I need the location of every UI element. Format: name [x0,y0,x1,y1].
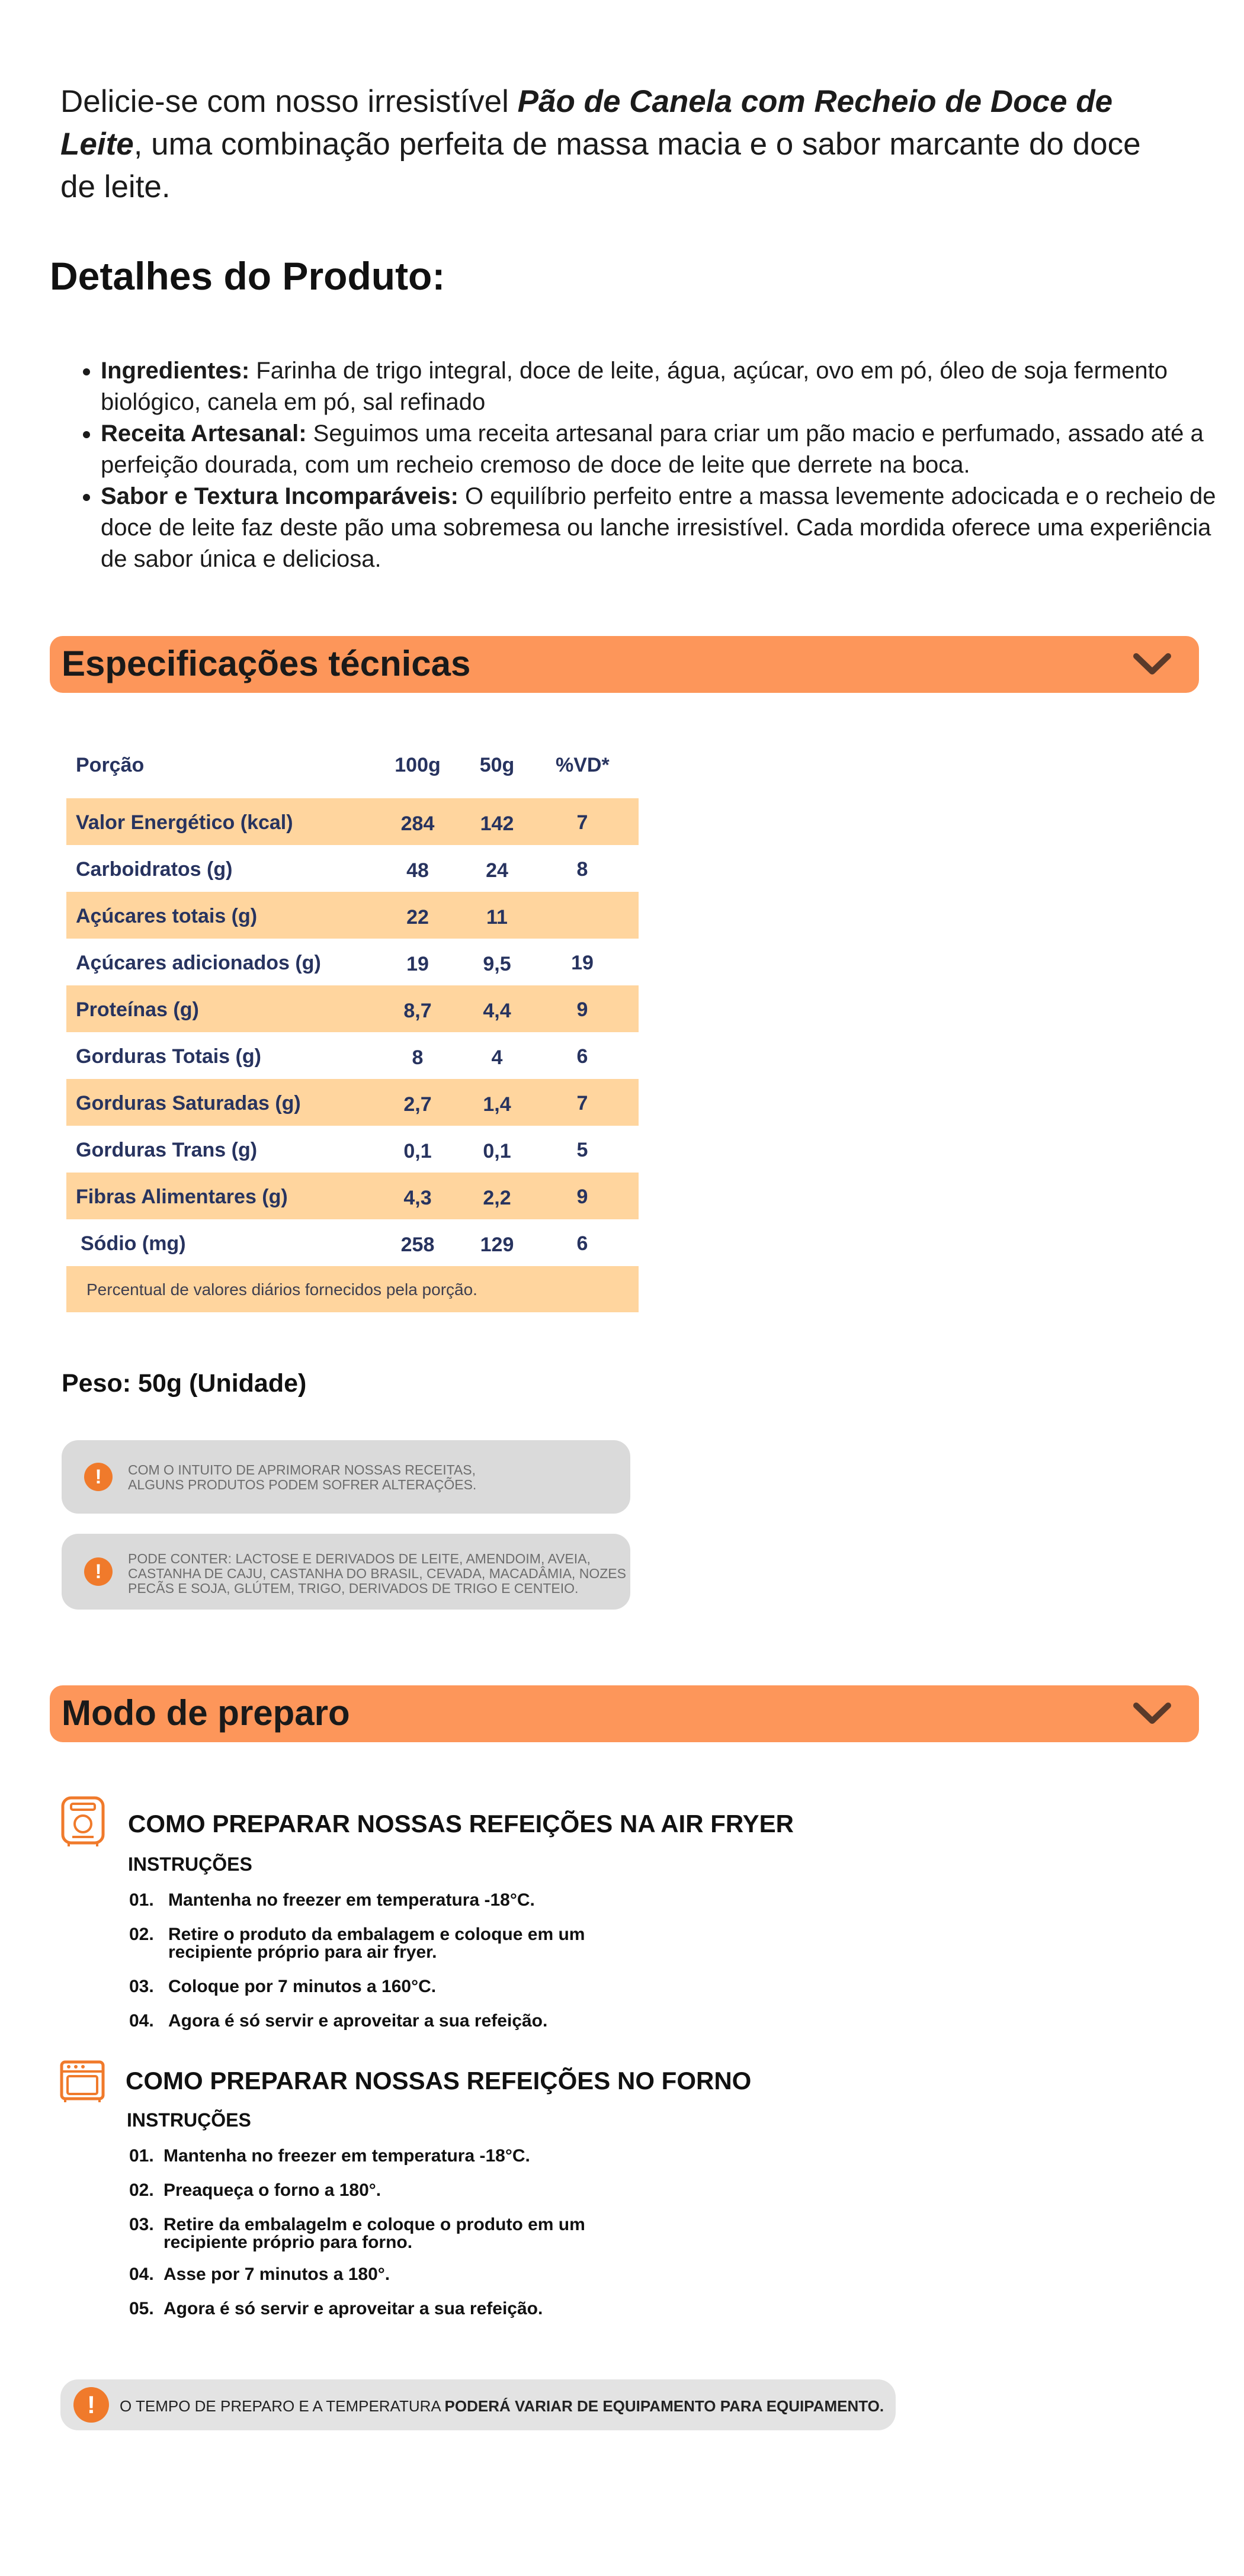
step-text: Coloque por 7 minutos a 160°C. [168,1977,437,1996]
table-header-cell: 100g [395,754,441,776]
step-number: 04. [129,2011,154,2031]
step-text: Retire da embalagelm e coloque o produto em um recipiente próprio para forno. [163,2215,585,2252]
note-emphasis: PODERÁ VARIAR DE EQUIPAMENTO PARA EQUIPAMENTO. [444,2397,884,2415]
table-cell: Gorduras Saturadas (g) [76,1092,301,1114]
allergen-warning [62,1534,630,1610]
details-item-label: Ingredientes: [101,358,250,384]
oven-instructions-label: INSTRUÇÕES [127,2109,251,2131]
table-cell: 8,7 [403,1000,432,1022]
table-cell: Proteínas (g) [76,998,199,1021]
step-number: 02. [129,2180,154,2200]
note-text [120,2397,884,2416]
exclamation-icon: ! [73,2387,109,2423]
table-row [66,1126,639,1173]
note-prefix: O TEMPO DE PREPARO E A TEMPERATURA [120,2397,445,2415]
specs-title: Especificações técnicas [62,644,471,683]
oven-heading: COMO PREPARAR NOSSAS REFEIÇÕES NO FORNO [126,2067,752,2095]
step-text: Agora é só servir e aproveitar a sua refeição. [163,2299,543,2318]
table-cell: 19 [406,953,429,975]
table-cell: 7 [576,811,588,834]
table-cell: 7 [576,1092,588,1114]
table-cell: 129 [480,1234,514,1256]
airfryer-instructions-label: INSTRUÇÕES [128,1854,252,1875]
airfryer-heading: COMO PREPARAR NOSSAS REFEIÇÕES NA AIR FRYER [128,1810,794,1838]
table-cell: Gorduras Totais (g) [76,1045,261,1068]
table-cell: 48 [406,859,429,882]
table-header-cell: %VD* [556,754,610,776]
table-cell: 1,4 [483,1093,511,1116]
step-text: Mantenha no freezer em temperatura -18°C. [168,1890,535,1910]
step-number: 01. [129,2146,154,2166]
table-cell: Gorduras Trans (g) [76,1139,258,1161]
step-text: Retire o produto da embalagem e coloque em um recipiente próprio para air fryer. [168,1925,585,1962]
table-cell: 2,2 [483,1187,511,1209]
details-item-text: O equilíbrio perfeito entre a massa levemente adocicada e o recheio de doce de leite faz deste pão uma sobremesa ou lanche irresistível. Cada mordida oferece uma experiência de sabor única e deliciosa. [101,483,1216,572]
table-header-row [66,733,639,798]
table-cell: 5 [576,1139,588,1161]
warning-line: ALGUNS PRODUTOS PODEM SOFRER ALTERAÇÕES. [128,1477,477,1492]
table-row [66,1032,639,1079]
table-cell: 4,4 [483,1000,511,1022]
table-row [66,845,639,892]
intro-prefix: Delicie-se com nosso irresistível [60,84,518,119]
details-list [77,355,1226,575]
step-number: 03. [129,1977,154,1996]
table-cell: 9 [576,998,588,1021]
table-cell: 258 [400,1234,435,1256]
warning-text [128,1552,626,1596]
table-row [66,1219,639,1266]
prep-accordion-header[interactable] [50,1685,1199,1742]
step-number: 05. [129,2299,154,2318]
table-cell: 9,5 [483,953,511,975]
table-cell: Sódio (mg) [81,1232,186,1255]
exclamation-icon: ! [84,1463,113,1491]
details-item-flavor [101,481,1226,575]
step-number: 01. [129,1890,154,1910]
table-cell: 0,1 [403,1140,432,1162]
warning-text [128,1463,476,1492]
warning-line: CASTANHA DE CAJU, CASTANHA DO BRASIL, CEVADA, MACADÂMIA, NOZES [128,1566,626,1581]
details-title: Detalhes do Produto: [50,254,445,298]
intro-suffix: , uma combinação perfeita de massa macia e o sabor marcante do doce de leite. [60,127,1141,204]
table-cell: 22 [406,906,429,929]
step-number: 04. [129,2265,154,2284]
table-cell: 0,1 [483,1140,511,1162]
table-cell: 4,3 [403,1187,432,1209]
air-fryer-icon [59,1794,107,1848]
table-cell: 11 [486,906,508,929]
table-cell: Fibras Alimentares (g) [76,1186,288,1208]
step-text: Asse por 7 minutos a 180°. [163,2265,390,2284]
details-item-label: Sabor e Textura Incomparáveis: [101,483,459,509]
step-number: 02. [129,1925,154,1944]
chevron-down-icon[interactable] [1131,1698,1173,1728]
table-header-cell: Porção [76,754,145,776]
prep-time-note [60,2379,896,2430]
table-cell: 142 [480,812,514,835]
oven-icon [59,2060,105,2103]
table-cell: 6 [576,1045,588,1068]
table-row [66,892,639,939]
table-cell: 4 [491,1046,503,1069]
chevron-down-icon[interactable] [1131,649,1173,679]
product-name: Pão de Canela com Recheio de Doce de Leite [60,84,1113,162]
step-text: Mantenha no freezer em temperatura -18°C. [163,2146,530,2166]
details-item-recipe [101,418,1226,481]
warning-line: PECÃS E SOJA, GLÚTEM, TRIGO, DERIVADOS DE TRIGO E CENTEIO. [128,1581,579,1596]
table-header-cell: 50g [479,754,515,776]
step-text: Agora é só servir e aproveitar a sua refeição. [168,2011,548,2031]
step-text: Preaqueça o forno a 180°. [163,2180,381,2200]
details-item-label: Receita Artesanal: [101,420,307,447]
table-row [66,939,639,985]
table-cell: 9 [576,1186,588,1208]
table-cell: 8 [576,858,588,881]
table-footnote: Percentual de valores diários fornecidos pela porção. [86,1280,477,1299]
nutrition-table [66,733,639,1312]
table-cell: Carboidratos (g) [76,858,233,881]
recipe-change-warning [62,1440,630,1514]
step-number: 03. [129,2215,154,2234]
details-item-text: Seguimos uma receita artesanal para criar um pão macio e perfumado, assado até a perfeição dourada, com um recheio cremoso de doce de leite que derrete na boca. [101,420,1204,478]
table-cell: 19 [571,952,594,974]
table-cell: 284 [400,812,435,835]
intro-paragraph [60,81,1174,208]
details-item-ingredients [101,355,1226,418]
table-cell: Açúcares adicionados (g) [76,952,321,974]
table-row [66,985,639,1032]
table-cell: 8 [412,1046,424,1069]
table-row [66,1079,639,1126]
product-weight: Peso: 50g (Unidade) [62,1369,307,1398]
table-cell: Açúcares totais (g) [76,905,258,927]
table-cell: 6 [576,1232,588,1255]
table-footnote-row [66,1266,639,1312]
warning-line: COM O INTUITO DE APRIMORAR NOSSAS RECEITAS, [128,1462,476,1477]
warning-line: PODE CONTER: LACTOSE E DERIVADOS DE LEITE, AMENDOIM, AVEIA, [128,1551,591,1566]
table-cell: 2,7 [403,1093,432,1116]
table-row [66,1173,639,1219]
table-cell: 24 [486,859,508,882]
specs-accordion-header[interactable] [50,636,1199,693]
details-item-text: Farinha de trigo integral, doce de leite, água, açúcar, ovo em pó, óleo de soja fermento biológico, canela em pó, sal refinado [101,358,1168,415]
prep-title: Modo de preparo [62,1693,350,1733]
table-row [66,798,639,845]
table-cell: Valor Energético (kcal) [76,811,293,834]
exclamation-icon: ! [84,1557,113,1586]
